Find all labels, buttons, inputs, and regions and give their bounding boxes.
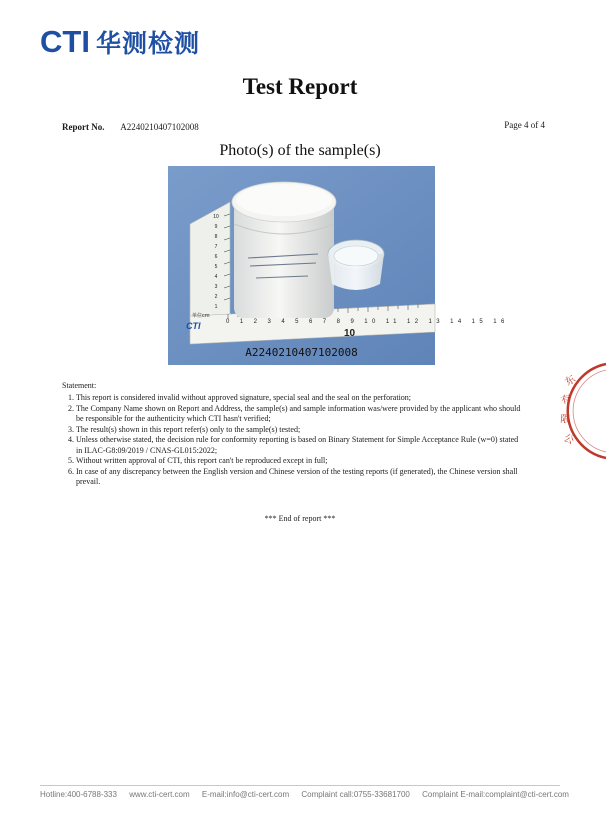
ruler-tick: 15 — [471, 319, 488, 325]
ruler-tick: 4 — [281, 319, 290, 325]
ruler-tick: 9 — [350, 319, 359, 325]
footer-website: www.cti-cert.com — [129, 790, 190, 799]
svg-text:公: 公 — [561, 432, 576, 447]
ruler-tick: 2 — [253, 319, 262, 325]
report-number-value: A2240210407102008 — [120, 122, 199, 132]
footer-email: E-mail:info@cti-cert.com — [201, 790, 290, 799]
end-of-report: *** End of report *** — [264, 514, 336, 523]
svg-text:东: 东 — [563, 373, 578, 389]
report-number-row — [62, 122, 199, 132]
ruler-tick: 6 — [308, 319, 317, 325]
sample-photo-illustration — [168, 166, 435, 365]
statement-item: 4. Unless otherwise stated, the decision rule for conformity reporting is based on Binary Statement for Simple Acceptance Rule (w=0) stated in ILAC-G8:09/2019 / CNAS-GL015:2022; — [76, 435, 526, 456]
ruler-tick: 1 — [239, 319, 248, 325]
ruler-tick: 13 — [428, 319, 444, 325]
vertical-ruler-labels — [212, 212, 220, 312]
ruler-big-label: 10 — [344, 328, 356, 339]
ruler-brand: CTI — [186, 321, 201, 331]
logo-latin-text: CTI — [40, 24, 90, 59]
footer-divider — [40, 785, 560, 786]
vertical-ruler-tick: 2 — [214, 294, 218, 300]
ruler-tick: 16 — [493, 319, 509, 325]
footer-complaint-email: Complaint E-mail:complaint@cti-cert.com — [422, 790, 569, 799]
company-logo — [40, 24, 200, 60]
statement-item: 6. In case of any discrepancy between the English version and Chinese version of the testing reports (if generated), the Chinese version shall prevail. — [76, 467, 526, 488]
svg-text:限: 限 — [559, 414, 571, 426]
ruler-tick-labels — [226, 319, 509, 325]
page-title: Test Report — [242, 74, 358, 99]
ruler-tick: 10 — [364, 319, 380, 325]
ruler-tick: 3 — [267, 319, 276, 325]
statement-item: 3. The result(s) shown in this report refer(s) only to the sample(s) tested; — [76, 425, 526, 436]
ruler-tick: 12 — [406, 319, 423, 325]
ruler-tick: 7 — [322, 319, 331, 325]
statement-list — [62, 393, 526, 488]
vertical-ruler-tick: 10 — [213, 214, 219, 220]
footer-hotline: Hotline:400-6788-333 — [40, 790, 117, 799]
footer-complaint-call: Complaint call:0755-33681700 — [301, 790, 410, 799]
vertical-ruler-tick: 6 — [214, 254, 218, 260]
ruler-tick: 5 — [295, 319, 303, 325]
vertical-ruler-tick: 8 — [214, 234, 218, 240]
logo-chinese-text: 华测检测 — [95, 29, 200, 58]
vertical-ruler-tick: 9 — [214, 224, 218, 230]
ruler-tick: 11 — [385, 319, 401, 325]
photo-heading: Photo(s) of the sample(s) — [219, 142, 381, 159]
page-footer — [40, 790, 570, 799]
sample-photo — [168, 166, 509, 365]
vertical-ruler-tick: 7 — [214, 244, 218, 250]
statement-item: 5. Without written approval of CTI, this report can't be reproduced except in full; — [76, 456, 526, 467]
svg-text:有: 有 — [559, 393, 573, 407]
vertical-ruler-tick: 5 — [214, 264, 218, 270]
statement-item: 1. This report is considered invalid without approved signature, special seal and the seal on the perforation; — [76, 393, 526, 404]
photo-caption: A2240210407102008 — [245, 346, 358, 359]
ruler-tick: 8 — [336, 319, 345, 325]
vertical-ruler-tick: 1 — [214, 304, 218, 310]
vertical-ruler-tick: 3 — [214, 284, 218, 290]
report-number-label: Report No. — [62, 122, 105, 132]
ruler-tick: 0 — [226, 319, 234, 325]
ruler-tick: 14 — [450, 319, 466, 325]
company-seal-icon — [548, 356, 608, 466]
ruler-unit: 单位cm — [192, 313, 210, 319]
page-number: Page 4 of 4 — [504, 120, 545, 130]
vertical-ruler-tick: 4 — [214, 274, 218, 280]
statement-item: 2. The Company Name shown on Report and Address, the sample(s) and sample information was/were provided by the applicant who should be responsible for the authenticity which CTI hasn't verified; — [76, 404, 526, 425]
statement-title: Statement: — [62, 381, 97, 390]
